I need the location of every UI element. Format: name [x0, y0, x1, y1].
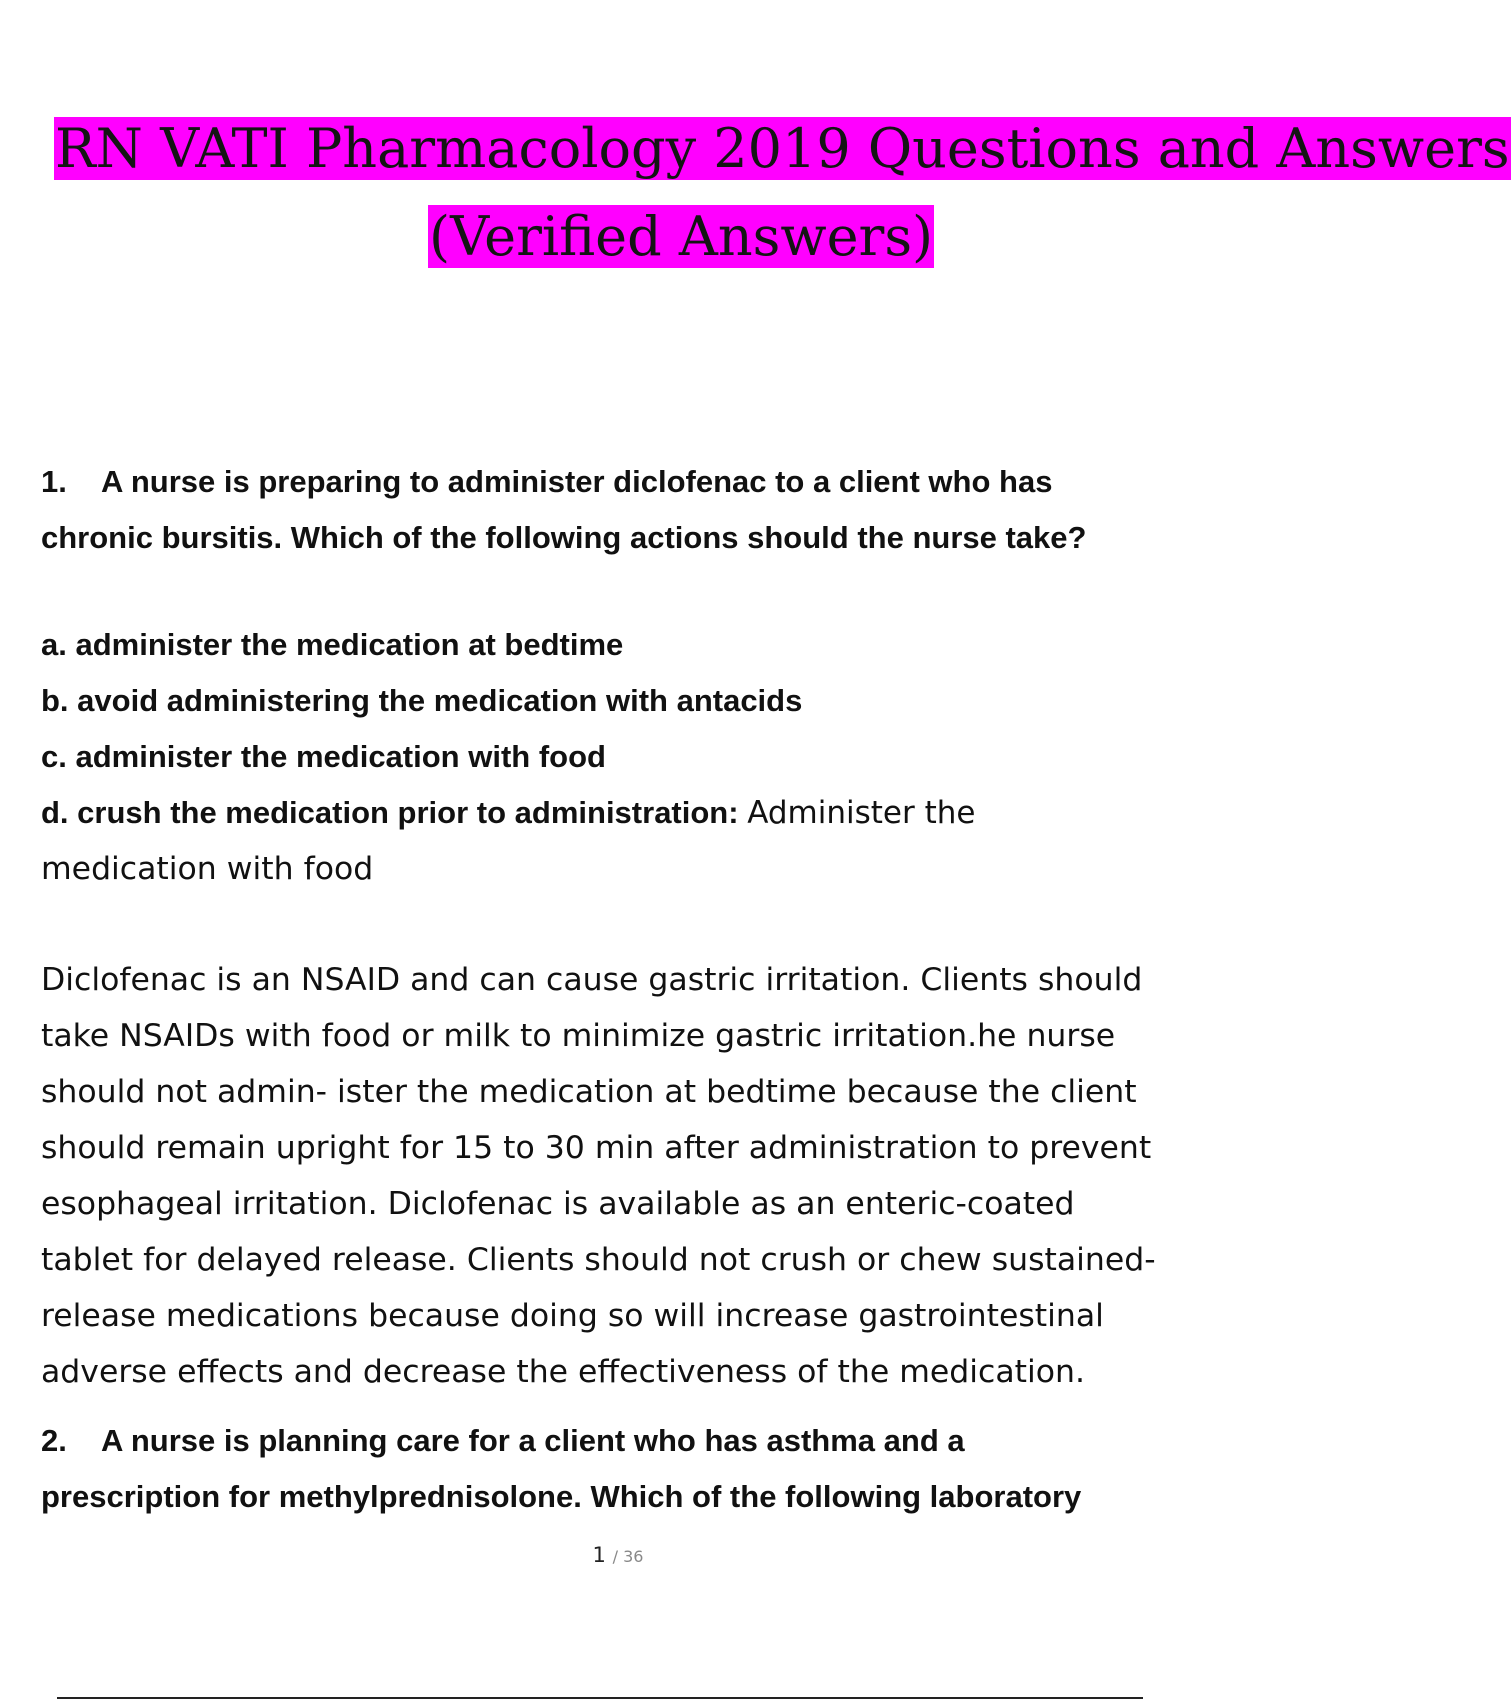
rationale-line: adverse effects and decrease the effectiveness of the medication.	[41, 1354, 1086, 1390]
question-1-text-line-2: chronic bursitis. Which of the following actions should the nurse take?	[41, 520, 1087, 555]
page-total: / 36	[612, 1547, 644, 1566]
title-highlight: (Verified Answers)	[429, 205, 934, 268]
option-d-label: d. crush the medication prior to administration:	[41, 795, 739, 830]
option-c: c. administer the medication with food	[41, 739, 606, 774]
rationale-line: should remain upright for 15 to 30 min after administration to prevent	[41, 1130, 1152, 1166]
question-1-number: 1.	[41, 464, 67, 499]
option-d	[41, 793, 975, 833]
page-number	[0, 1543, 1236, 1567]
rationale-line: take NSAIDs with food or milk to minimize gastric irritation.he nurse	[41, 1018, 1116, 1054]
rationale-line: should not admin- ister the medication at bedtime because the client	[41, 1074, 1137, 1110]
rationale-line: release medications because doing so will increase gastrointestinal	[41, 1298, 1104, 1334]
footer-divider	[57, 1697, 1143, 1699]
question-2-text-line-2: prescription for methylprednisolone. Which of the following laboratory	[41, 1479, 1082, 1514]
document-title-line-2	[428, 206, 934, 268]
rationale-line: tablet for delayed release. Clients should not crush or chew sustained-	[41, 1242, 1156, 1278]
question-2-number: 2.	[41, 1423, 67, 1458]
title-highlight: RN VATI Pharmacology 2019 Questions and Answers	[55, 117, 1510, 180]
document-title-line-1	[54, 118, 1511, 180]
question-1-text-line-1: 1. A nurse is preparing to administer diclofenac to a client who has	[41, 462, 1052, 502]
answer-inline: Administer the	[747, 795, 976, 831]
option-a: a. administer the medication at bedtime	[41, 627, 624, 662]
option-b: b. avoid administering the medication with antacids	[41, 683, 803, 718]
question-2-text-line-1: 2. A nurse is planning care for a client who has asthma and a	[41, 1421, 965, 1461]
rationale-line: esophageal irritation. Diclofenac is available as an enteric-coated	[41, 1186, 1075, 1222]
page-current: 1	[592, 1543, 606, 1567]
answer-continued: medication with food	[41, 851, 374, 887]
rationale-line: Diclofenac is an NSAID and can cause gastric irritation. Clients should	[41, 962, 1143, 998]
